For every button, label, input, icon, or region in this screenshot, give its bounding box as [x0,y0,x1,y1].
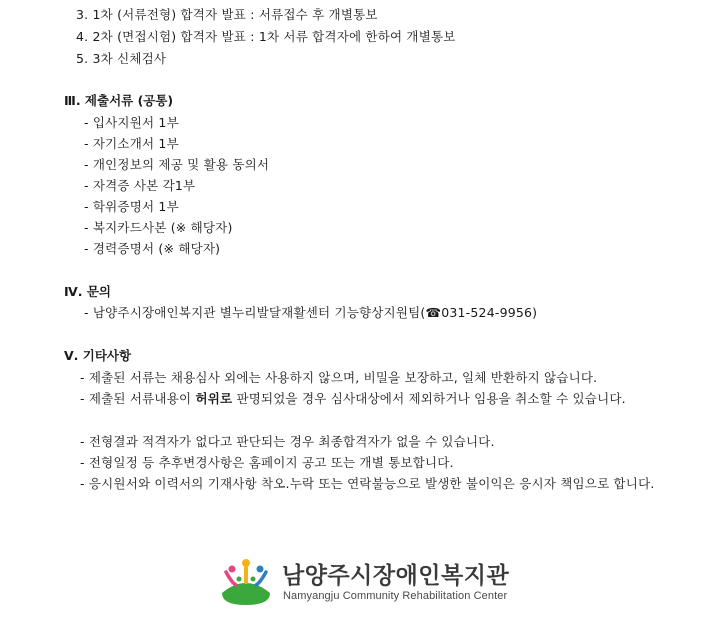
other-item-3: - 전형결과 적격자가 없다고 판단되는 경우 최종합격자가 없을 수 있습니다. [80,434,495,449]
document-item: - 개인정보의 제공 및 활용 동의서 [84,157,270,172]
footer-logo [220,553,510,611]
org-name-english: Namyangju Community Rehabilitation Center [283,590,508,602]
step-3: 3. 1차 (서류전형) 합격자 발표 : 서류접수 후 개별통보 [76,7,378,22]
other-item-2-bold: 허위로 [195,391,233,406]
other-item-2-text-end: 판명되었을 경우 심사대상에서 제외하거나 임용을 취소할 수 있습니다. [232,391,626,406]
other-item-1: - 제출된 서류는 채용심사 외에는 사용하지 않으며, 비밀을 보장하고, 일체 반환하지 않습니다. [80,370,598,385]
document-item: - 경력증명서 (※ 해당자) [84,241,221,256]
document-item: - 입사지원서 1부 [84,115,179,130]
step-5: 5. 3차 신체검사 [76,51,167,66]
document-item: - 학위증명서 1부 [84,199,179,214]
other-item-4: - 전형일정 등 추후변경사항은 홈페이지 공고 또는 개별 통보합니다. [80,455,454,470]
document-item: - 자기소개서 1부 [84,136,179,151]
other-item-2 [80,390,656,408]
other-item-2-text: - 제출된 서류내용이 [80,391,196,406]
inquiry-contact: - 남양주시장애인복지관 별누리발달재활센터 기능향상지원팀(☎031-524-9956) [84,305,538,320]
community-people-logo-icon [220,555,272,607]
document-item: - 복지카드사본 (※ 해당자) [84,220,233,235]
other-heading: Ⅴ. 기타사항 [64,348,132,363]
documents-heading: Ⅲ. 제출서류 (공통) [64,93,174,108]
step-4: 4. 2차 (면접시험) 합격자 발표 : 1차 서류 합격자에 한하여 개별통보 [76,29,456,44]
inquiry-heading: Ⅳ. 문의 [64,284,111,299]
document-item: - 자격증 사본 각1부 [84,178,196,193]
org-name: 남양주시장애인복지관 [282,563,510,589]
other-item-5: - 응시원서와 이력서의 기재사항 착오.누락 또는 연락불능으로 발생한 불이익은 응시자 책임으로 합니다. [80,476,655,491]
